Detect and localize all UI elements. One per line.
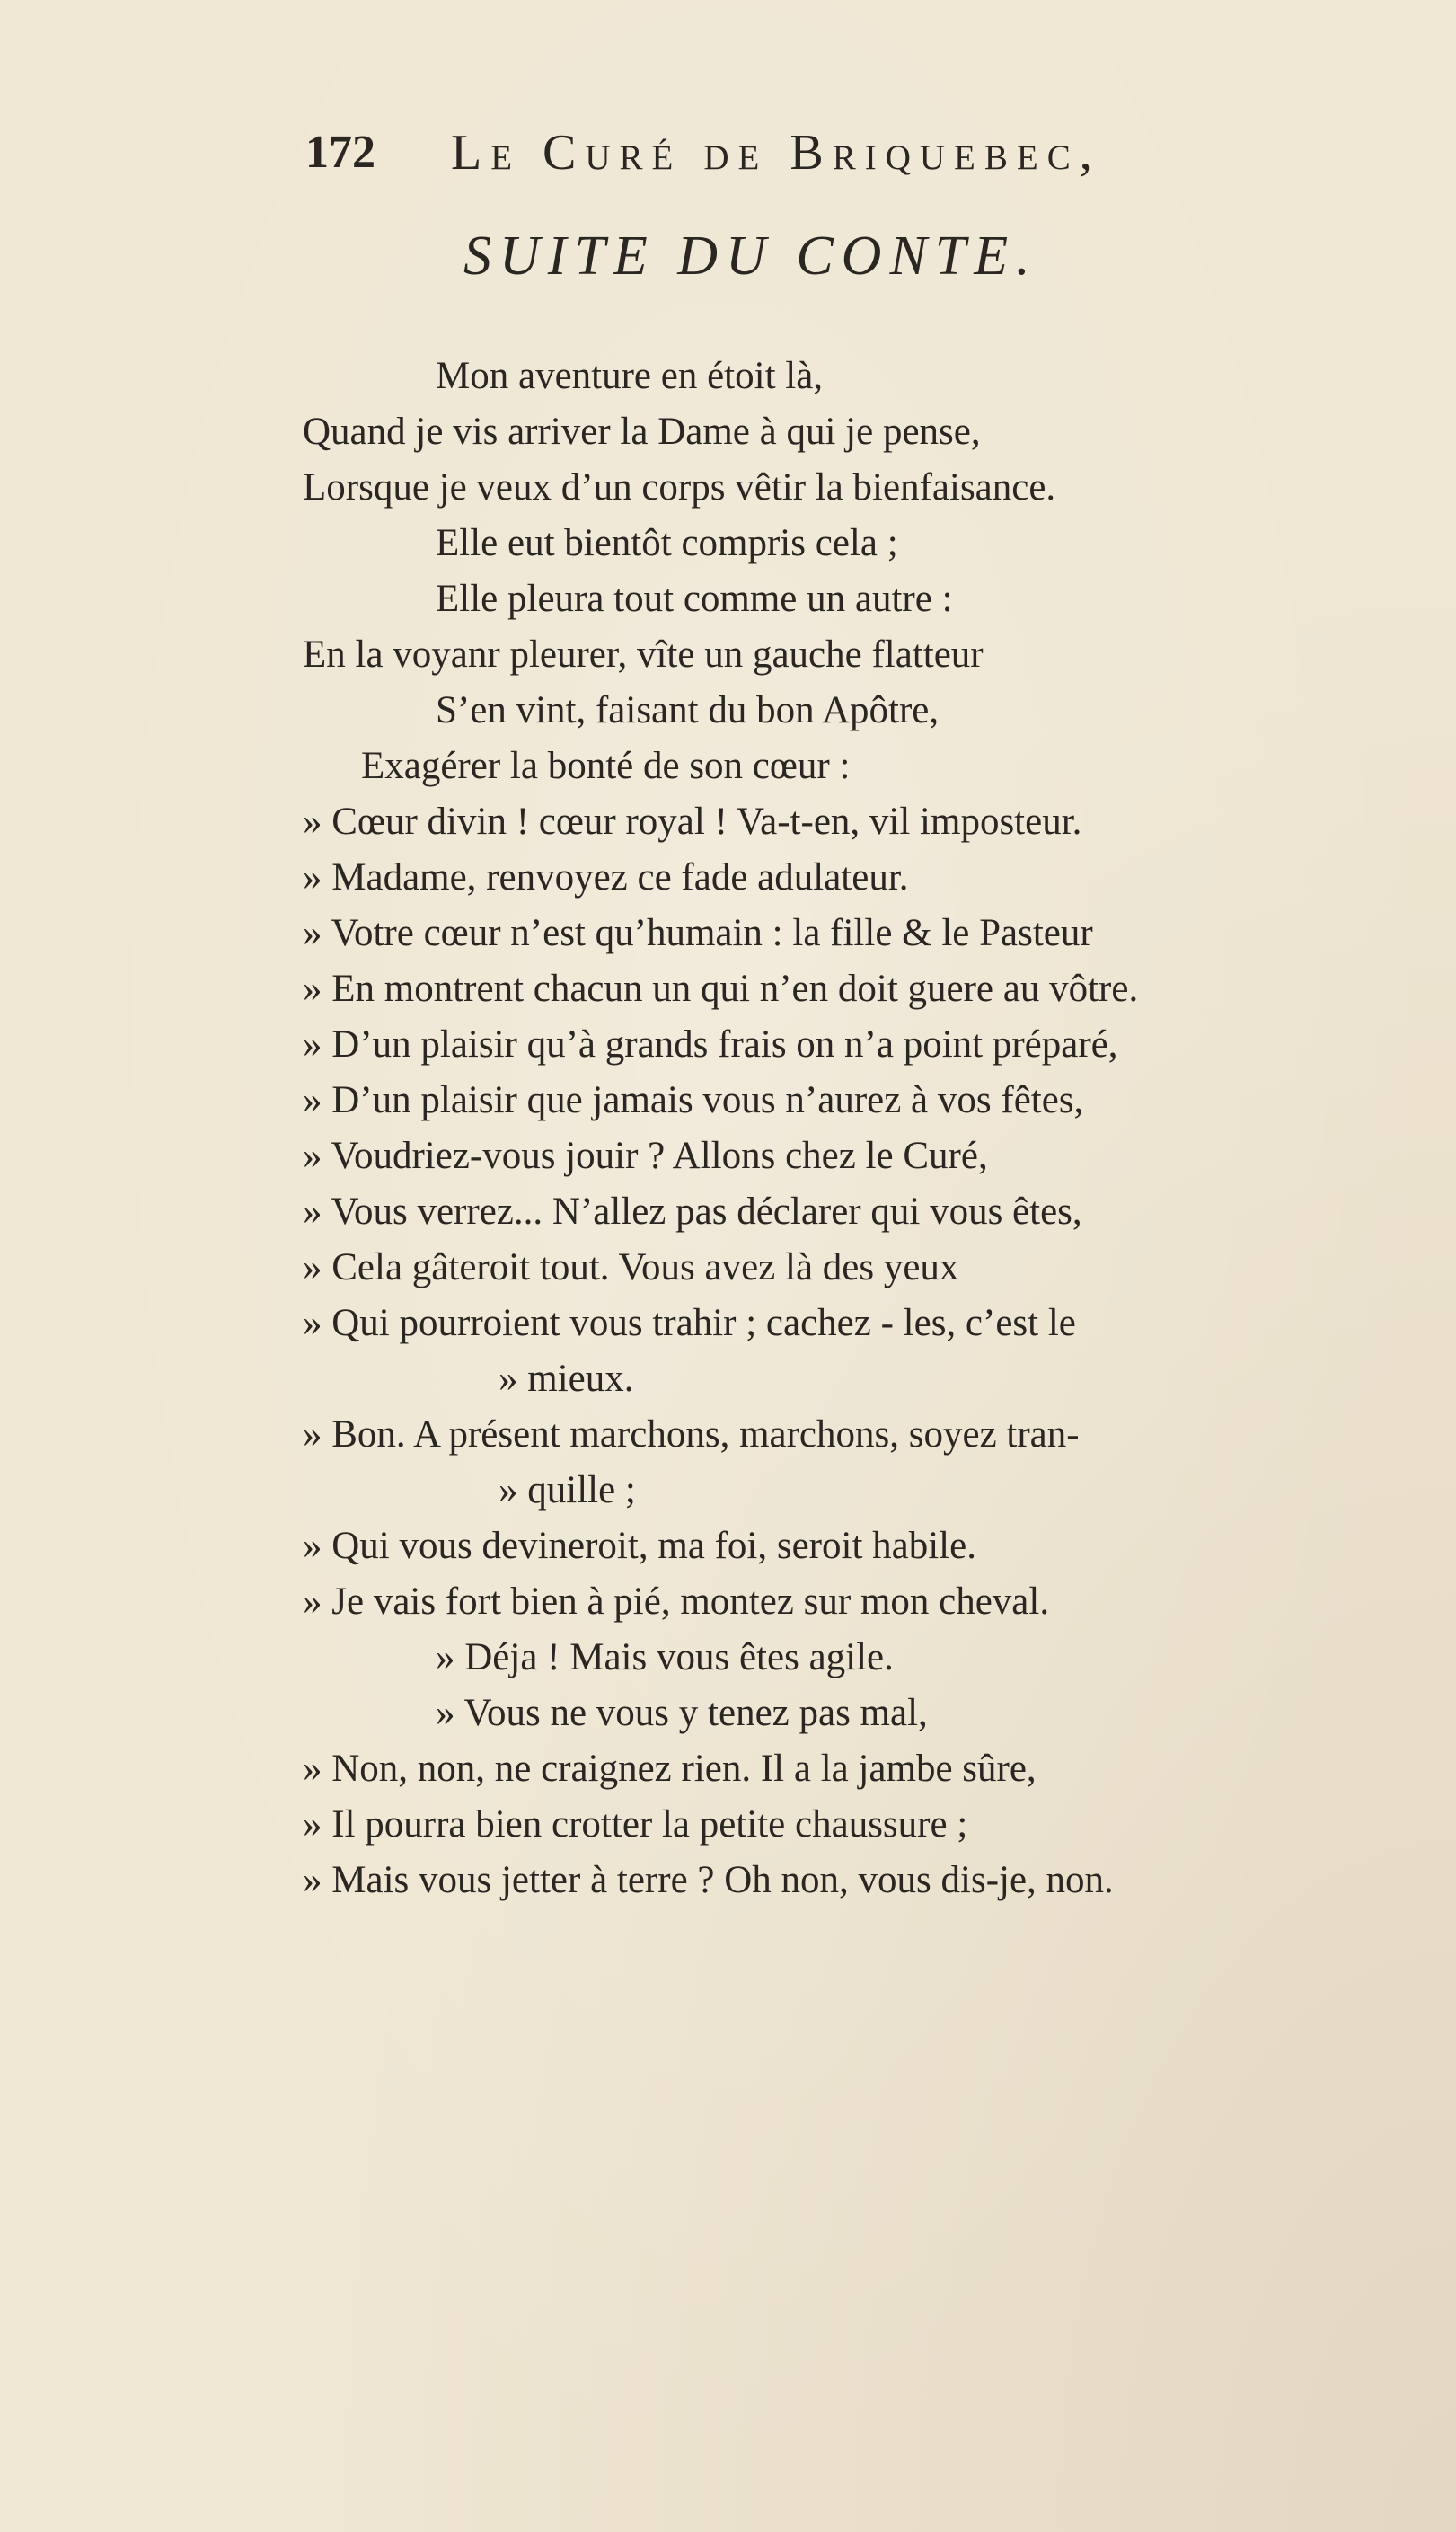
page-number: 172 (305, 127, 375, 178)
poem-line: » quille ; (499, 1469, 636, 1511)
poem-line: » Mais vous jetter à terre ? Oh non, vous dis-je, non. (303, 1859, 1114, 1901)
poem-line: » Il pourra bien crotter la petite chaussure ; (303, 1803, 968, 1846)
poem-line: » Non, non, ne craignez rien. Il a la jambe sûre, (303, 1748, 1037, 1790)
poem-line: » D’un plaisir que jamais vous n’aurez à vos fêtes, (303, 1079, 1084, 1121)
poem-line: Lorsque je veux d’un corps vêtir la bienfaisance. (303, 466, 1056, 509)
poem-line: » Voudriez-vous jouir ? Allons chez le Curé, (303, 1135, 988, 1177)
poem-line: » Vous verrez... N’allez pas déclarer qui vous êtes, (303, 1191, 1082, 1233)
poem-line: » Madame, renvoyez ce fade adulateur. (303, 856, 909, 899)
poem-line: » Déja ! Mais vous êtes agile. (436, 1636, 894, 1678)
poem-line: » mieux. (499, 1358, 634, 1400)
poem-line: S’en vint, faisant du bon Apôtre, (436, 689, 940, 731)
poem-line: » Bon. A présent marchons, marchons, soyez tran- (303, 1413, 1080, 1456)
poem-line: Mon aventure en étoit là, (436, 355, 824, 397)
running-title: Le Curé de Briquebec, (451, 125, 1101, 181)
poem-line: » Cœur divin ! cœur royal ! Va-t-en, vil imposteur. (303, 801, 1082, 843)
poem-line: Elle pleura tout comme un autre : (436, 578, 953, 620)
poem-line: » D’un plaisir qu’à grands frais on n’a point préparé, (303, 1023, 1118, 1066)
poem-line: Exagérer la bonté de son cœur : (361, 745, 851, 787)
section-title: SUITE DU CONTE. (463, 226, 1038, 287)
poem-line: » En montrent chacun un qui n’en doit guere au vôtre. (303, 968, 1139, 1010)
poem-line: Quand je vis arriver la Dame à qui je pense, (303, 411, 981, 453)
poem-line: » Vous ne vous y tenez pas mal, (436, 1692, 928, 1734)
poem-line: » Qui vous devineroit, ma foi, seroit habile. (303, 1525, 976, 1567)
poem-line: En la voyanr pleurer, vîte un gauche flatteur (303, 633, 984, 676)
poem-line: » Je vais fort bien à pié, montez sur mon cheval. (303, 1580, 1050, 1623)
poem-line: » Cela gâteroit tout. Vous avez là des yeux (303, 1246, 959, 1288)
poem-line: Elle eut bientôt compris cela ; (436, 522, 898, 564)
poem-line: » Qui pourroient vous trahir ; cachez - les, c’est le (303, 1302, 1076, 1344)
poem-line: » Votre cœur n’est qu’humain : la fille & le Pasteur (303, 912, 1093, 954)
